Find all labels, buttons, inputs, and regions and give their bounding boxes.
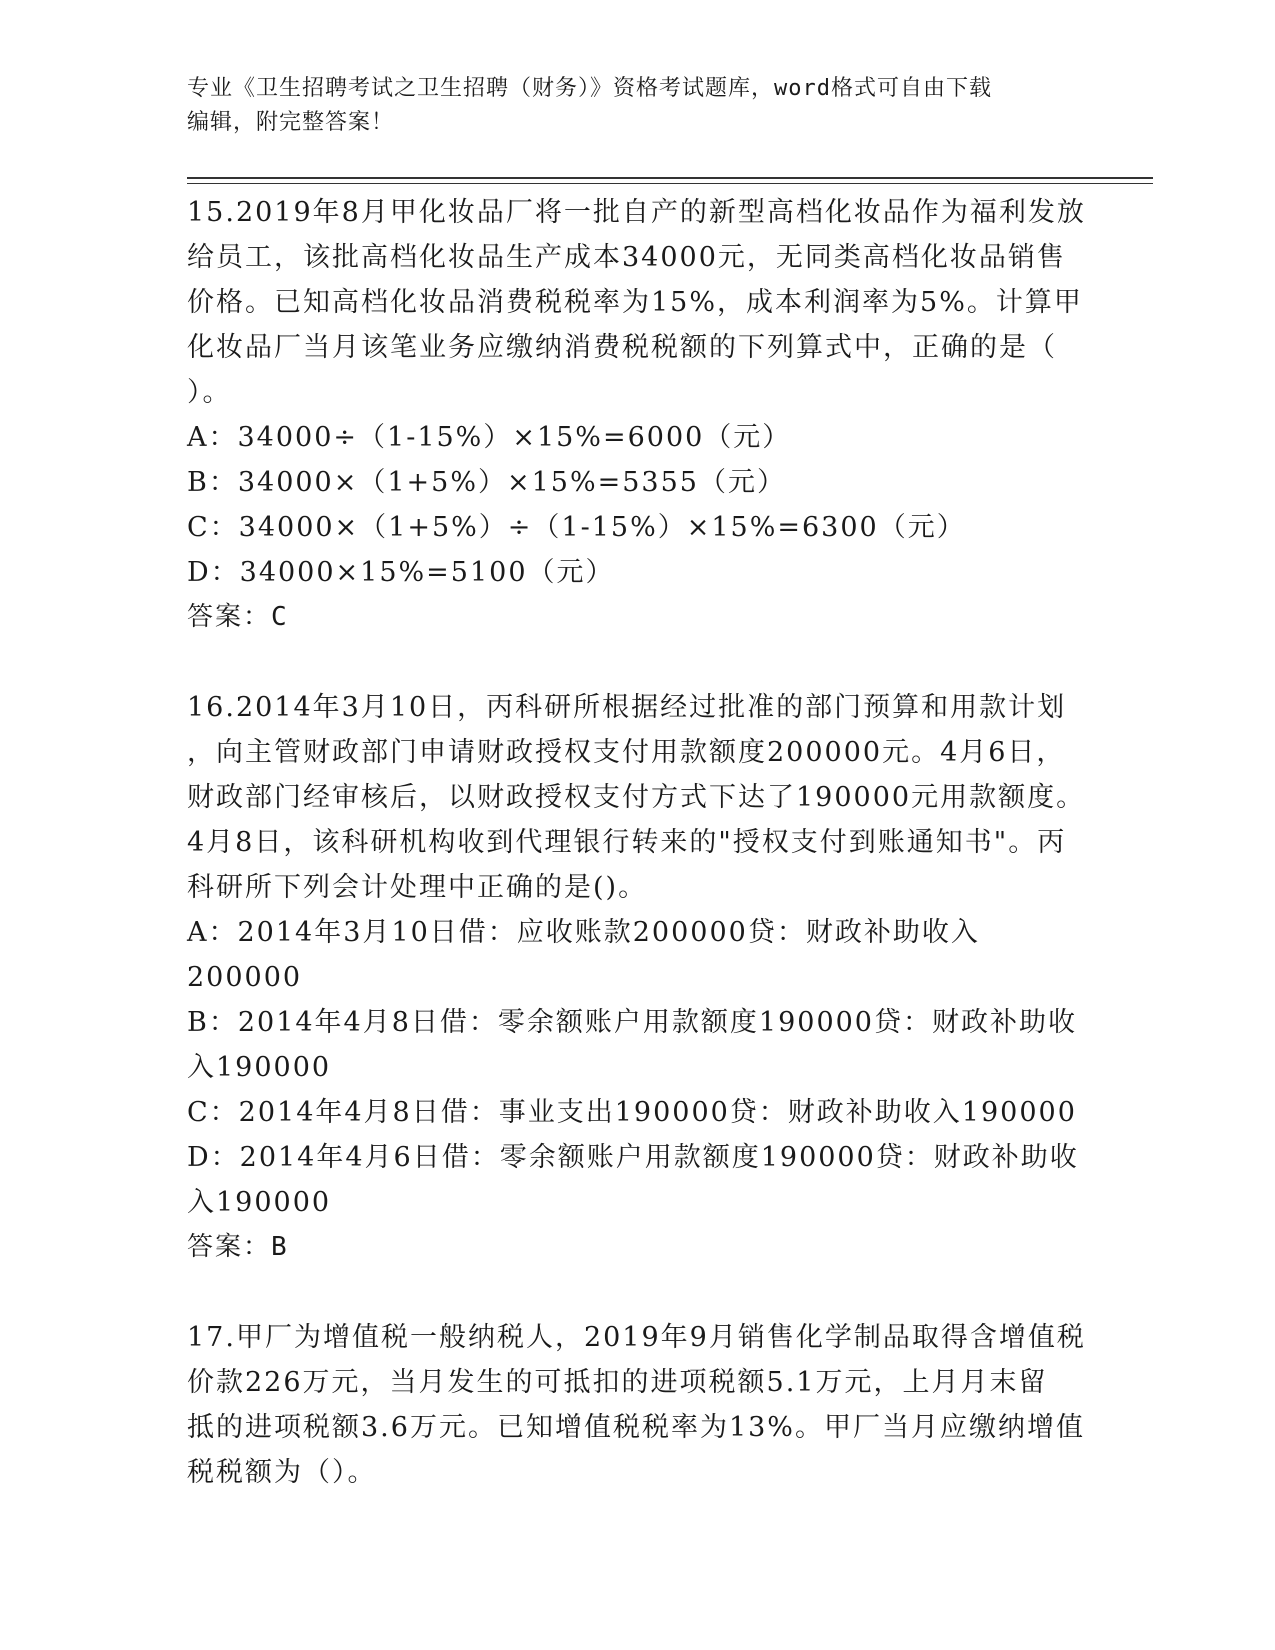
question-text-line: 财政部门经审核后，以财政授权支付方式下达了190000元用款额度。 <box>187 782 1086 813</box>
question-text-line: 16.2014年3月10日，丙科研所根据经过批准的部门预算和用款计划 <box>187 692 1067 723</box>
option-d: D：34000×15%=5100（元） <box>187 557 615 588</box>
question-spacer <box>187 1270 1087 1315</box>
page-header <box>187 72 1067 140</box>
question-text-line: 15.2019年8月甲化妆品厂将一批自产的新型高档化妆品作为福利发放 <box>187 197 1086 228</box>
question-text-line: 4月8日，该科研机构收到代理银行转来的"授权支付到账通知书"。丙 <box>187 827 1067 858</box>
question-list <box>187 190 1087 1495</box>
option-d-continued: 入190000 <box>187 1187 332 1218</box>
option-a: A：2014年3月10日借：应收账款200000贷：财政补助收入200000 <box>187 917 980 993</box>
question-text-line: 价款226万元，当月发生的可抵扣的进项税额5.1万元，上月月末留 <box>187 1367 1048 1398</box>
question-17 <box>187 1315 1087 1495</box>
question-text-line: ）。 <box>187 377 232 408</box>
option-c: C：2014年4月8日借：事业支出190000贷：财政补助收入190000 <box>187 1097 1077 1128</box>
question-15 <box>187 190 1087 640</box>
question-text-line: 科研所下列会计处理中正确的是()。 <box>187 872 648 903</box>
question-text-line: 给员工，该批高档化妆品生产成本34000元，无同类高档化妆品销售 <box>187 242 1066 273</box>
option-b-continued: 入190000 <box>187 1052 332 1083</box>
option-a: A：34000÷（1-15%）×15%=6000（元） <box>187 422 792 453</box>
header-divider <box>187 177 1153 179</box>
header-line-1: 专业《卫生招聘考试之卫生招聘（财务）》资格考试题库，word格式可自由下载 <box>187 76 992 101</box>
question-text-line: ，向主管财政部门申请财政授权支付用款额度200000元。4月6日， <box>187 737 1066 768</box>
option-b: B：2014年4月8日借：零余额账户用款额度190000贷：财政补助收 <box>187 1007 1077 1038</box>
question-spacer <box>187 640 1087 685</box>
question-text-line: 化妆品厂当月该笔业务应缴纳消费税税额的下列算式中，正确的是（ <box>187 332 1057 363</box>
question-16 <box>187 685 1087 1270</box>
question-text-line: 抵的进项税额3.6万元。已知增值税税率为13%。甲厂当月应缴纳增值 <box>187 1412 1085 1443</box>
question-text-line: 价格。已知高档化妆品消费税税率为15%，成本利润率为5%。计算甲 <box>187 287 1083 318</box>
answer-label: 答案：C <box>187 602 289 632</box>
option-c: C：34000×（1+5%）÷（1-15%）×15%=6300（元） <box>187 512 966 543</box>
header-line-2: 编辑，附完整答案！ <box>187 110 395 135</box>
question-text-line: 17.甲厂为增值税一般纳税人，2019年9月销售化学制品取得含增值税 <box>187 1322 1086 1353</box>
question-text-line: 税税额为（）。 <box>187 1457 377 1488</box>
option-d: D：2014年4月6日借：零余额账户用款额度190000贷：财政补助收 <box>187 1142 1079 1173</box>
header-divider-thin <box>187 183 1153 184</box>
answer-label: 答案：B <box>187 1232 289 1262</box>
option-b: B：34000×（1+5%）×15%=5355（元） <box>187 467 786 498</box>
